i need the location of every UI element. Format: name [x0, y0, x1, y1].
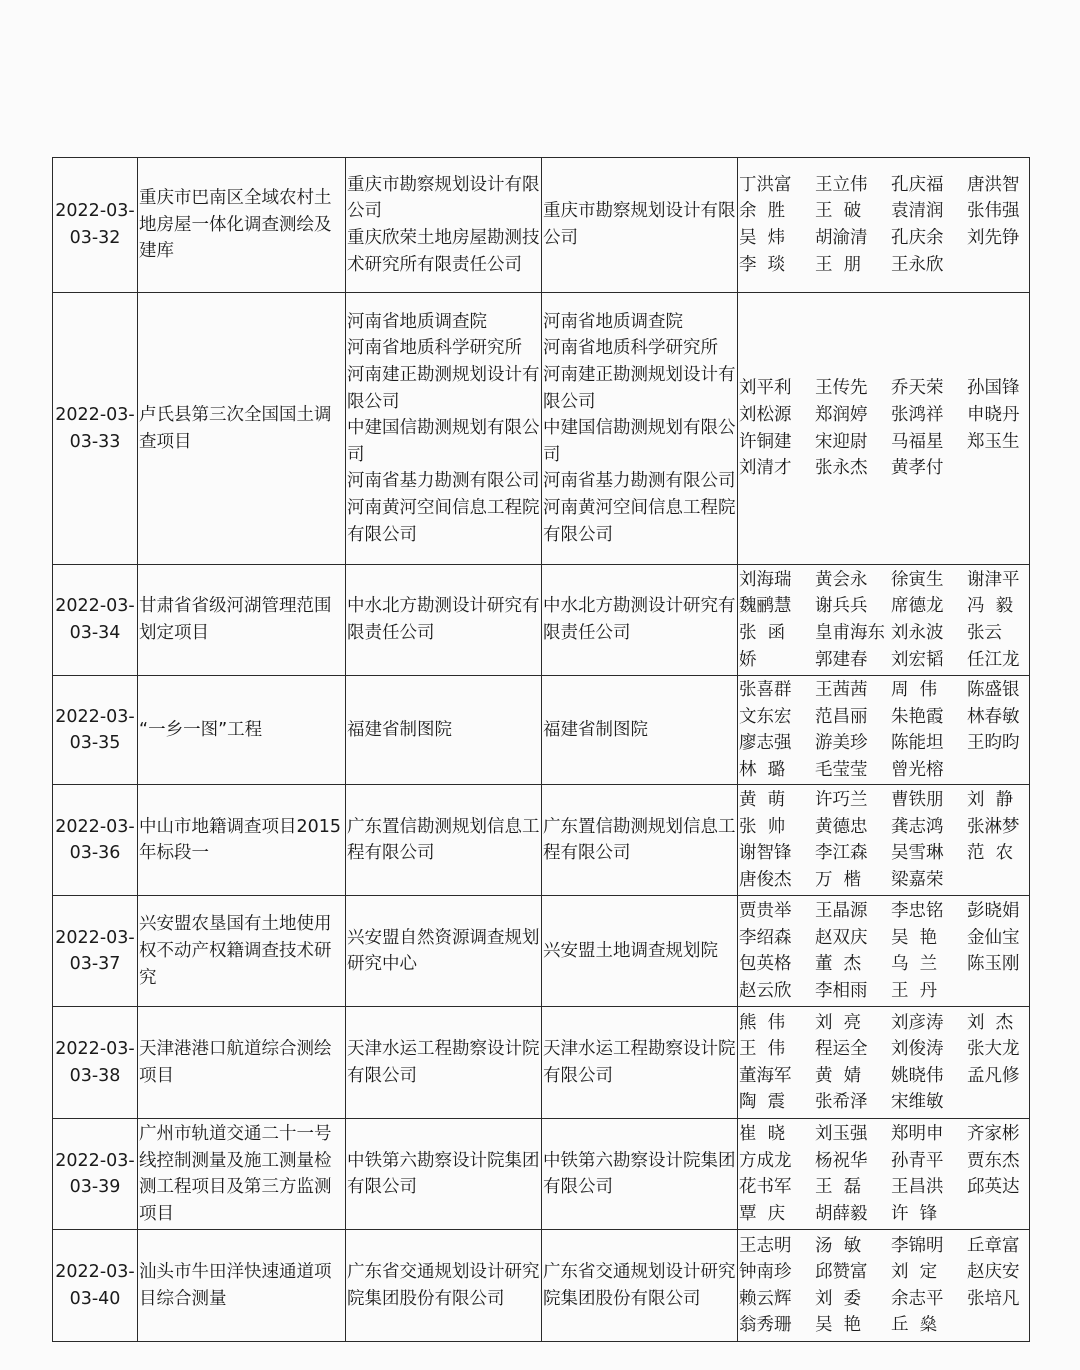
member-name: 胡渝清 — [815, 228, 868, 248]
member-name: 李绍森 — [739, 927, 792, 948]
project-name-cell: 汕头市牛田洋快速通道项目综合测量 — [138, 1230, 346, 1342]
member-name: 程运全 — [815, 1039, 868, 1060]
member-name: 刘海瑞 — [739, 569, 792, 590]
members-line — [739, 172, 1028, 199]
members-cell — [738, 785, 1030, 896]
members-line — [739, 867, 1028, 894]
member-name: 丘 燊 — [891, 1315, 938, 1336]
organization: 中建国信勘测规划有限公司 — [543, 418, 736, 465]
member-name: 娇 — [739, 649, 757, 670]
members-line — [739, 620, 1028, 647]
member-name: 钟南珍 — [739, 1262, 792, 1283]
table-row — [53, 676, 1030, 785]
member-name: 梁嘉荣 — [891, 869, 944, 890]
member-name: 孟凡修 — [967, 1065, 1020, 1086]
members-line — [739, 198, 1028, 225]
member-name: 马福星 — [891, 431, 944, 452]
members-cell — [738, 1007, 1030, 1119]
member-name: 花书军 — [739, 1177, 792, 1198]
member-name: 杨祝华 — [815, 1150, 868, 1171]
member-name: 李忠铭 — [891, 901, 944, 922]
project-name-cell: 重庆市巴南区全域农村土地房屋一体化调查测绘及建库 — [138, 158, 346, 293]
completing-unit: 福建省制图院 — [347, 719, 452, 740]
member-name: 贾贵举 — [739, 901, 792, 922]
table-row — [53, 896, 1030, 1007]
member-name: 邱赞富 — [815, 1262, 868, 1283]
member-name: 毛莹莹 — [815, 759, 868, 780]
member-name: 刘 定 — [891, 1262, 938, 1283]
organization: 河南建正勘测规划设计有限公司 — [543, 365, 736, 412]
organization: 中铁第六勘察设计院集团有限公司 — [543, 1150, 736, 1198]
members-line — [739, 1286, 1028, 1313]
member-name: 王昌洪 — [891, 1177, 944, 1198]
members-line — [739, 677, 1028, 704]
table-row — [53, 565, 1030, 676]
member-name: 董海军 — [739, 1065, 792, 1086]
members-line — [739, 757, 1028, 784]
completing-units-cell — [346, 785, 542, 896]
member-name: 刘彦涛 — [891, 1012, 944, 1033]
member-name: 张伟强 — [967, 201, 1020, 222]
member-name: 游美珍 — [815, 733, 868, 754]
member-name: 王晶源 — [815, 901, 868, 922]
project-number-part: 2022-03- — [55, 201, 135, 222]
member-name: 刘松源 — [739, 404, 792, 425]
members-line — [739, 1312, 1028, 1339]
members-cell — [738, 565, 1030, 676]
completing-unit: 广东置信勘测规划信息工程有限公司 — [347, 816, 540, 864]
member-name: 覃 庆 — [739, 1203, 786, 1224]
members-line — [739, 898, 1028, 925]
member-name: 冯 毅 — [967, 596, 1014, 617]
member-name: 孙国锋 — [967, 378, 1020, 399]
completing-unit: 河南省基力勘测有限公司 — [347, 471, 540, 492]
members-cell — [738, 676, 1030, 785]
organization-cell — [542, 896, 738, 1007]
members-cell — [738, 158, 1030, 293]
member-name: 姚晓伟 — [891, 1065, 944, 1086]
member-name: 吴 炜 — [739, 228, 786, 248]
completing-units-cell — [346, 293, 542, 565]
project-name-cell: 卢氏县第三次全国国土调查项目 — [138, 293, 346, 565]
member-name: 张大龙 — [967, 1039, 1020, 1060]
completing-units-cell — [346, 1119, 542, 1230]
members-line — [739, 787, 1028, 814]
member-name: 张云 — [967, 623, 1002, 643]
completing-unit: 重庆欣荣土地房屋勘测技术研究所有限责任公司 — [347, 228, 540, 275]
table-row — [53, 1119, 1030, 1230]
member-name: 张培凡 — [967, 1288, 1020, 1309]
organization: 河南省地质调查院 — [543, 311, 683, 332]
members-line — [739, 1010, 1028, 1037]
member-name: 许 锋 — [891, 1203, 938, 1224]
member-name: 李锦明 — [891, 1235, 944, 1256]
member-name: 郑玉生 — [967, 431, 1020, 452]
member-name: 黄德忠 — [815, 816, 868, 837]
member-name: 范昌丽 — [815, 706, 868, 727]
member-name: 黄孝付 — [891, 458, 944, 479]
member-name: 王茜茜 — [815, 680, 868, 700]
organization-cell — [542, 1119, 738, 1230]
organization-cell — [542, 676, 738, 785]
project-number-part: 03-33 — [69, 431, 121, 452]
members-line — [739, 225, 1028, 252]
member-name: 王 伟 — [739, 1039, 786, 1060]
member-name: 王昀昀 — [967, 733, 1020, 754]
member-name: 赵双庆 — [815, 927, 868, 948]
member-name: 熊 伟 — [739, 1012, 786, 1033]
organization-cell — [542, 293, 738, 565]
organization: 广东省交通规划设计研究院集团股份有限公司 — [543, 1262, 736, 1309]
member-name: 孔庆福 — [891, 174, 944, 195]
organization: 中水北方勘测设计研究有限责任公司 — [543, 596, 736, 643]
member-name: 刘 亮 — [815, 1012, 862, 1033]
member-name: 范 农 — [967, 843, 1014, 864]
completing-units-cell — [346, 896, 542, 1007]
completing-unit: 中建国信勘测规划有限公司 — [347, 418, 540, 465]
project-number-cell — [53, 896, 138, 1007]
member-name: 徐寅生 — [891, 569, 944, 590]
member-name: 王传先 — [815, 378, 868, 399]
project-number-cell — [53, 1230, 138, 1342]
project-number-part: 2022-03- — [55, 816, 135, 837]
member-name: 张 帅 — [739, 816, 786, 837]
member-name: 张淋梦 — [967, 816, 1020, 837]
member-name: 王志明 — [739, 1235, 792, 1256]
member-name: 王 破 — [815, 201, 862, 222]
organization: 河南省基力勘测有限公司 — [543, 471, 736, 492]
member-name: 齐家彬 — [967, 1124, 1020, 1145]
member-name: 孙青平 — [891, 1150, 944, 1171]
member-name: 郑润婷 — [815, 404, 868, 425]
project-number-part: 03-37 — [69, 954, 121, 975]
member-name: 张鸿祥 — [891, 404, 944, 425]
project-name-cell: 天津港港口航道综合测绘项目 — [138, 1007, 346, 1119]
member-name: 曾光榕 — [891, 759, 944, 780]
completing-units-cell — [346, 676, 542, 785]
member-name: 余 胜 — [739, 201, 786, 222]
member-name: 谢津平 — [967, 569, 1020, 590]
organization-cell — [542, 565, 738, 676]
table-row — [53, 293, 1030, 565]
members-line — [739, 840, 1028, 867]
project-name-cell: 兴安盟农垦国有土地使用权不动产权籍调查技术研究 — [138, 896, 346, 1007]
members-cell — [738, 896, 1030, 1007]
member-name: 谢兵兵 — [815, 596, 868, 617]
member-name: 李相雨 — [815, 980, 868, 1001]
member-name: 崔 晓 — [739, 1124, 786, 1145]
completing-unit: 河南省地质科学研究所 — [347, 338, 522, 359]
members-line — [739, 1148, 1028, 1175]
members-line — [739, 1121, 1028, 1148]
member-name: 唐洪智 — [967, 174, 1020, 195]
members-line — [739, 730, 1028, 757]
member-name: 赖云辉 — [739, 1288, 792, 1309]
member-name: 董 杰 — [815, 954, 862, 975]
member-name: 唐俊杰 — [739, 869, 792, 890]
project-number-part: 2022-03- — [55, 596, 135, 617]
completing-unit: 河南黄河空间信息工程院有限公司 — [347, 497, 540, 545]
member-name: 林 璐 — [739, 759, 786, 780]
member-name: 魏鹂慧 — [739, 596, 792, 617]
member-name: 胡薛毅 — [815, 1203, 868, 1224]
member-name: 张永杰 — [815, 458, 868, 479]
member-name: 刘 委 — [815, 1288, 862, 1309]
member-name: 王 磊 — [815, 1177, 862, 1198]
completing-unit: 重庆市勘察规划设计有限公司 — [347, 174, 540, 222]
project-number-cell — [53, 293, 138, 565]
member-name: 宋迎尉 — [815, 431, 868, 452]
project-number-part: 03-36 — [69, 843, 121, 864]
member-name: 王立伟 — [815, 174, 868, 195]
project-number-part: 2022-03- — [55, 706, 135, 727]
member-name: 李江森 — [815, 843, 868, 864]
members-line — [739, 1089, 1028, 1116]
organization: 河南省地质科学研究所 — [543, 338, 718, 359]
project-number-part: 03-39 — [69, 1177, 121, 1198]
member-name: 龚志鸿 — [891, 816, 944, 837]
members-cell — [738, 1230, 1030, 1342]
project-name-cell: “一乡一图”工程 — [138, 676, 346, 785]
member-name: 邱英达 — [967, 1177, 1020, 1198]
project-number-part: 03-34 — [69, 623, 121, 643]
project-number-cell — [53, 565, 138, 676]
members-line — [739, 647, 1028, 674]
member-name: 吴 艳 — [815, 1315, 862, 1336]
member-name: 刘 静 — [967, 790, 1014, 811]
organization: 天津水运工程勘察设计院有限公司 — [543, 1039, 736, 1086]
members-line — [739, 593, 1028, 620]
member-name: 贾东杰 — [967, 1150, 1020, 1171]
member-name: 曹铁朋 — [891, 790, 944, 811]
member-name: 朱艳霞 — [891, 706, 944, 727]
member-name: 皇甫海东 — [815, 623, 885, 643]
member-name: 许巧兰 — [815, 790, 868, 811]
member-name: 刘俊涛 — [891, 1039, 944, 1060]
project-name-cell: 甘肃省省级河湖管理范围划定项目 — [138, 565, 346, 676]
member-name: 金仙宝 — [967, 927, 1020, 948]
members-line — [739, 455, 1028, 482]
organization: 重庆市勘察规划设计有限公司 — [543, 201, 736, 248]
member-name: 王 朋 — [815, 254, 862, 275]
member-name: 吴 艳 — [891, 927, 938, 948]
member-name: 乔天荣 — [891, 378, 944, 399]
table-row — [53, 785, 1030, 896]
member-name: 张 函 — [739, 623, 786, 643]
member-name: 申晓丹 — [967, 404, 1020, 425]
member-name: 刘宏韬 — [891, 649, 944, 670]
member-name: 刘平利 — [739, 378, 792, 399]
member-name: 孔庆余 — [891, 228, 944, 248]
member-name: 王永欣 — [891, 254, 944, 275]
completing-unit: 兴安盟自然资源调查规划研究中心 — [347, 927, 540, 975]
organization: 兴安盟土地调查规划院 — [543, 941, 718, 962]
member-name: 黄 萌 — [739, 790, 786, 811]
completing-unit: 中水北方勘测设计研究有限责任公司 — [347, 596, 540, 643]
member-name: 陈能坦 — [891, 733, 944, 754]
member-name: 赵云欣 — [739, 980, 792, 1001]
members-line — [739, 1201, 1028, 1228]
member-name: 丘章富 — [967, 1235, 1020, 1256]
members-line — [739, 925, 1028, 952]
member-name: 郭建春 — [815, 649, 868, 670]
member-name: 席德龙 — [891, 596, 944, 617]
member-name: 王 丹 — [891, 980, 938, 1001]
project-number-cell — [53, 158, 138, 293]
member-name: 周 伟 — [891, 680, 938, 700]
table-row — [53, 1230, 1030, 1342]
member-name: 乌 兰 — [891, 954, 938, 975]
members-line — [739, 375, 1028, 402]
project-number-part: 2022-03- — [55, 1150, 135, 1171]
project-number-part: 2022-03- — [55, 404, 135, 425]
member-name: 刘先铮 — [967, 228, 1020, 248]
completing-unit: 河南建正勘测规划设计有限公司 — [347, 365, 540, 412]
member-name: 许铜建 — [739, 431, 792, 452]
member-name: 李 琰 — [739, 254, 786, 275]
members-line — [739, 567, 1028, 594]
members-line — [739, 1036, 1028, 1063]
member-name: 翁秀珊 — [739, 1315, 792, 1336]
member-name: 彭晓娟 — [967, 901, 1020, 922]
member-name: 袁清润 — [891, 201, 944, 222]
members-cell — [738, 1119, 1030, 1230]
member-name: 刘 杰 — [967, 1012, 1014, 1033]
members-line — [739, 429, 1028, 456]
organization-cell — [542, 1007, 738, 1119]
member-name: 陈盛银 — [967, 680, 1020, 700]
members-line — [739, 1259, 1028, 1286]
member-name: 谢智锋 — [739, 843, 792, 864]
member-name: 黄会永 — [815, 569, 868, 590]
member-name: 廖志强 — [739, 733, 792, 754]
members-line — [739, 1174, 1028, 1201]
organization: 河南黄河空间信息工程院有限公司 — [543, 497, 736, 545]
awards-table — [52, 157, 1030, 1342]
member-name: 刘清才 — [739, 458, 792, 479]
project-number-cell — [53, 1007, 138, 1119]
completing-unit: 天津水运工程勘察设计院有限公司 — [347, 1039, 540, 1086]
organization-cell — [542, 785, 738, 896]
member-name: 万 楷 — [815, 869, 862, 890]
project-number-part: 03-38 — [69, 1065, 121, 1086]
completing-unit: 河南省地质调查院 — [347, 311, 487, 332]
project-number-part: 03-40 — [69, 1288, 121, 1309]
member-name: 赵庆安 — [967, 1262, 1020, 1283]
member-name: 文东宏 — [739, 706, 792, 727]
project-number-cell — [53, 785, 138, 896]
project-number-part: 03-32 — [69, 228, 121, 248]
member-name: 任江龙 — [967, 649, 1020, 670]
members-line — [739, 1063, 1028, 1090]
member-name: 宋维敏 — [891, 1092, 944, 1113]
member-name: 郑明申 — [891, 1124, 944, 1145]
members-line — [739, 402, 1028, 429]
members-line — [739, 1233, 1028, 1260]
member-name: 张希泽 — [815, 1092, 868, 1113]
table-row — [53, 1007, 1030, 1119]
members-line — [739, 704, 1028, 731]
completing-units-cell — [346, 158, 542, 293]
members-line — [739, 951, 1028, 978]
member-name: 吴雪琳 — [891, 843, 944, 864]
project-number-part: 2022-03- — [55, 927, 135, 948]
project-number-part: 2022-03- — [55, 1039, 135, 1060]
project-name-cell: 广州市轨道交通二十一号线控制测量及施工测量检测工程项目及第三方监测项目 — [138, 1119, 346, 1230]
members-cell — [738, 293, 1030, 565]
organization: 福建省制图院 — [543, 719, 648, 740]
member-name: 陈玉刚 — [967, 954, 1020, 975]
project-number-part: 2022-03- — [55, 1262, 135, 1283]
member-name: 方成龙 — [739, 1150, 792, 1171]
table-row — [53, 158, 1030, 293]
member-name: 黄 婧 — [815, 1065, 862, 1086]
project-name-cell: 中山市地籍调查项目2015 年标段一 — [138, 785, 346, 896]
organization-cell — [542, 1230, 738, 1342]
completing-units-cell — [346, 1230, 542, 1342]
member-name: 刘永波 — [891, 623, 944, 643]
completing-units-cell — [346, 565, 542, 676]
member-name: 余志平 — [891, 1288, 944, 1309]
organization-cell — [542, 158, 738, 293]
member-name: 刘玉强 — [815, 1124, 868, 1145]
member-name: 丁洪富 — [739, 174, 792, 195]
completing-unit: 中铁第六勘察设计院集团有限公司 — [347, 1150, 540, 1198]
member-name: 包英格 — [739, 954, 792, 975]
completing-unit: 广东省交通规划设计研究院集团股份有限公司 — [347, 1262, 540, 1309]
awards-table-body — [53, 158, 1030, 1342]
member-name: 林春敏 — [967, 706, 1020, 727]
project-number-cell — [53, 676, 138, 785]
member-name: 张喜群 — [739, 680, 792, 700]
project-number-cell — [53, 1119, 138, 1230]
members-line — [739, 252, 1028, 279]
completing-units-cell — [346, 1007, 542, 1119]
organization: 广东置信勘测规划信息工程有限公司 — [543, 816, 736, 864]
member-name: 陶 震 — [739, 1092, 786, 1113]
member-name: 汤 敏 — [815, 1235, 862, 1256]
members-line — [739, 814, 1028, 841]
members-line — [739, 978, 1028, 1005]
project-number-part: 03-35 — [69, 733, 121, 754]
